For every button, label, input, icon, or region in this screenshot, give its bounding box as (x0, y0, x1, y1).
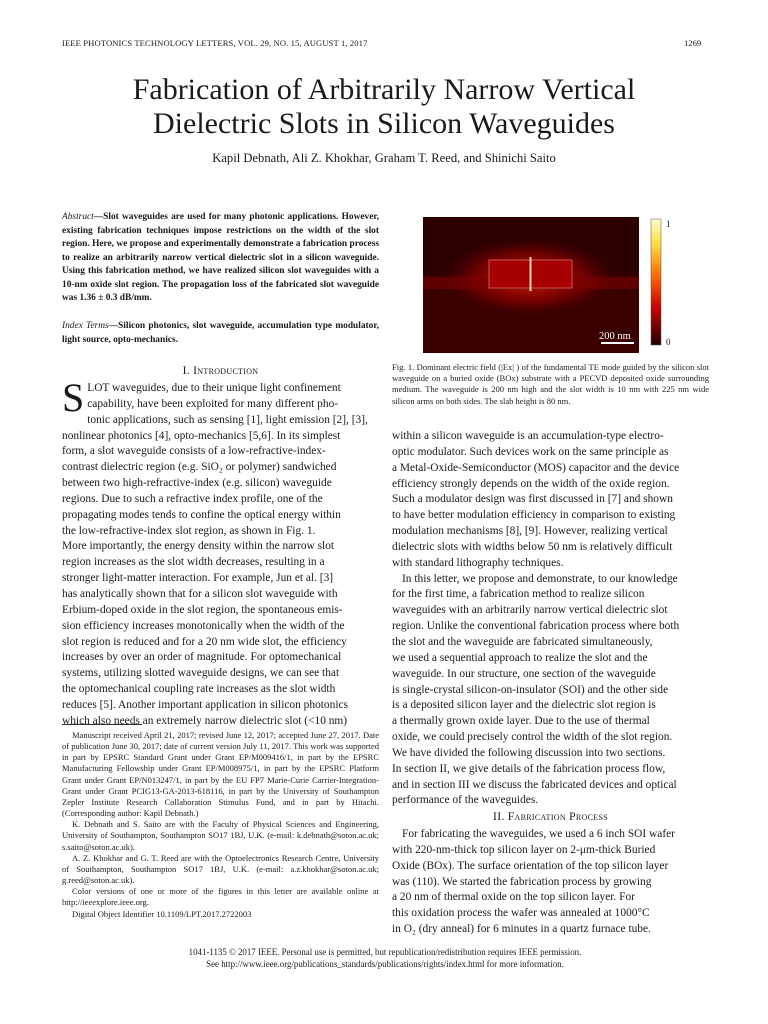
text-line: is a deposited silicon layer and the dielectric slot region is (392, 699, 656, 712)
text-line: the low-refractive-index slot region, as shown in Fig. 1. (62, 524, 316, 537)
intro-lines (62, 413, 379, 730)
index-terms (62, 320, 379, 347)
title-line: Fabrication of Arbitrarily Narrow Vertical (132, 73, 636, 106)
text-line: for the first time, a fabrication method to realize silicon (392, 588, 645, 601)
footnote-affiliation-1: K. Debnath and S. Saito are with the Faculty of Physical Sciences and Engineering, University of Southampton, Southampton SO17 1BJ, U.K. (e-mail: k.debnath@soton.ac.uk; s.saito@soton.ac.uk). (62, 819, 379, 852)
index-terms-text: Silicon photonics, slot waveguide, accumulation type modulator, light source, opto-mechanics. (62, 321, 379, 345)
footnote-affiliation-2: A. Z. Khokhar and G. T. Reed are with the Optoelectronics Research Centre, University of Southampton, Southampton SO17 1BJ, U.K. (e-mail: a.z.khokhar@soton.ac.uk; g.reed@soton.ac.uk). (62, 852, 379, 886)
text-line: has analytically shown that for a silicon slot waveguide with (62, 587, 338, 600)
abstract-text: Slot waveguides are used for many photonic applications. However, existing fabrication techniques impose restrictions on the width of the slot region. Here, we propose and experimentally demonstrate a fabrication process to realize an arbitrarily narrow vertical dielectric slot in a silicon waveguide. Using this fabrication method, we have realized silicon slot waveguides with a 10-nm oxide slot region. The propagation loss of the fabricated slot waveguide was 1.36 ± 0.3 dB/mm. (62, 212, 379, 304)
text-line: capability, have been exploited for many different pho- (87, 397, 339, 410)
index-terms-label: Index Terms (62, 321, 109, 331)
abstract-label: Abstract (62, 212, 94, 222)
colorbar-min-label: 0 (666, 337, 671, 347)
left-silicon-arm (489, 260, 530, 288)
copyright-footer (62, 946, 708, 970)
section-heading-introduction: I. Introduction (182, 364, 259, 377)
running-header: IEEE PHOTONICS TECHNOLOGY LETTERS, VOL. 29, NO. 15, AUGUST 1, 2017 (62, 38, 368, 48)
section-heading-fabrication: II. Fabrication Process (493, 810, 608, 823)
text-line: slot region is reduced and for a 20 nm wide slot, the efficiency (62, 635, 347, 648)
text-line: a 20 nm of thermal oxide on the top silicon layer. For (392, 891, 635, 904)
text-line: and in section III we discuss the fabricated devices and optical (392, 778, 677, 791)
text-line: between two high-refractive-index (e.g. silicon) waveguide (62, 477, 332, 490)
figure-caption: Fig. 1. Dominant electric field (|Ex| ) of the fundamental TE mode guided by the silicon slot waveguide on a buried oxide (BOx) substrate with a PECVD deposited oxide surrounding medium. The waveguide is 200 nm high and the slot width is 10 nm with 225 nm wide silicon arms on both sides. The slab height is 80 nm. (392, 362, 709, 406)
text-line: with 220-nm-thick top silicon layer on 2-μm-thick Buried (392, 843, 656, 856)
text-line: In this letter, we propose and demonstrate, to our knowledge (402, 572, 678, 585)
text-line: increases by over an order of magnitude. For optomechanical (62, 651, 342, 664)
text-line: dielectric slots with widths below 50 nm is relatively difficult (392, 540, 673, 553)
text-line: contrast dielectric region (e.g. SiO₂ or polymer) sandwiched (62, 461, 337, 474)
text-line: stronger light-matter interaction. For example, Jun et al. [3] (62, 572, 334, 585)
em-dash: — (93, 212, 104, 222)
text-line: this oxidation process the wafer was annealed at 1000°C (392, 907, 650, 920)
text-line: which also needs an extremely narrow dielectric slot (<10 nm) (62, 714, 348, 727)
text-line: nonlinear photonics [4], opto-mechanics [5,6]. In its simplest (62, 429, 341, 442)
text-line: with standard lithography techniques. (392, 556, 564, 569)
text-line: Oxide (BOx). The surface orientation of the top silicon layer (392, 859, 669, 872)
text-line: performance of the waveguides. (392, 794, 539, 807)
text-line: Erbium-doped oxide in the slot region, the spontaneous emis- (62, 603, 343, 616)
title-line: Dielectric Slots in Silicon Waveguides (153, 107, 615, 140)
slot-region (530, 257, 532, 291)
text-line: we used a sequential approach to realize the slot and the (392, 651, 648, 664)
text-line: In section II, we give details of the fabrication process flow, (392, 762, 666, 775)
text-line: oxide, we could precisely control the width of the slot region. (392, 731, 673, 744)
footnotes (62, 730, 379, 920)
footnote-doi: Digital Object Identifier 10.1109/LPT.2017.2722003 (72, 908, 252, 919)
text-line: a Metal-Oxide-Semiconductor (MOS) capacitor and the device (392, 461, 680, 474)
footnote-color: Color versions of one or more of the figures in this letter are available online at http://ieeexplore.ieee.org. (62, 886, 379, 908)
text-line: optic modulator. Such devices work on the same principle as (392, 445, 669, 458)
text-line: is single-crystal silicon-on-insulator (SOI) and the other side (392, 683, 669, 696)
paper-title (20, 73, 748, 141)
scale-bar-label: 200 nm (599, 331, 631, 342)
text-line: modulation mechanisms [8], [9]. However, realizing vertical (392, 525, 668, 538)
copyright-line: 1041-1135 © 2017 IEEE. Personal use is permitted, but republication/redistribution requires IEEE permission. (188, 947, 582, 957)
rights-url-line: See http://www.ieee.org/publications_standards/publications/rights/index.html for more information. (206, 959, 564, 969)
text-line: waveguides with an arbitrarily narrow vertical dielectric slot (392, 604, 668, 617)
text-line: form, a slot waveguide consists of a low-refractive-index- (62, 445, 326, 458)
figure-mode-profile (423, 217, 679, 353)
text-line: within a silicon waveguide is an accumulation-type electro- (392, 430, 664, 442)
page-number: 1269 (684, 38, 702, 48)
text-line: tonic applications, such as sensing [1], light emission [2], [3], (87, 413, 368, 426)
text-line: the optomechanical coupling rate increases as the slot width (62, 683, 336, 696)
text-line: propagating modes tends to confine the optical energy within (62, 508, 341, 521)
drop-cap: S (62, 375, 85, 420)
text-line: Such a modulator design was first discussed in [7] and shown (392, 493, 673, 506)
text-line: a thermally grown oxide layer. Due to the use of thermal (392, 715, 650, 728)
text-line: For fabricating the waveguides, we used a 6 inch SOI wafer (402, 828, 675, 840)
colorbar (651, 219, 661, 345)
text-line: reduces [5]. Another important application in silicon photonics (62, 698, 348, 711)
footnote-manuscript: Manuscript received April 21, 2017; revised June 12, 2017; accepted June 27, 2017. Date of publication June 30, 2017; date of current version July 11, 2017. This work was supported in part by EPSRC Standard Grant under Grant EP/M009416/1, in part by the EPSRC Manufacturing Fellowship under Grant EP/M008975/1, in part by the EPSRC Platform Grant under Grant EP/N013247/1, in part by the EU FP7 Marie-Curie Carrier-Integration-Grant under Grant PCIG13-GA-2013-618116, in part by the University of Southampton Zepler Institute Research Collaboration Stimulus Fund, and in part by Hitachi. (Corresponding author: Kapil Debnath.) (62, 730, 379, 819)
text-line: to have better modulation efficiency in comparison to existing (392, 509, 676, 522)
text-line: was (110). We started the fabrication process by growing (392, 875, 652, 888)
em-dash: — (108, 321, 119, 331)
text-line: in O₂ (dry anneal) for 6 minutes in a quartz furnace tube. (392, 923, 651, 936)
fabrication-body (392, 827, 709, 938)
text-line: We have divided the following discussion into two sections. (392, 746, 666, 759)
abstract (62, 211, 379, 306)
text-line: LOT waveguides, due to their unique light confinement (87, 382, 341, 394)
text-line: More importantly, the energy density within the narrow slot (62, 540, 335, 553)
right-column-body (392, 429, 709, 809)
text-line: the slot and the waveguide are fabricated simultaneously, (392, 635, 653, 648)
text-line: regions. Due to such a refractive index profile, one of the (62, 492, 323, 505)
intro-body (62, 375, 379, 730)
text-line: sion efficiency increases monotonically when the width of the (62, 619, 345, 632)
colorbar-max-label: 1 (666, 219, 671, 229)
right-silicon-arm (531, 260, 572, 288)
footnote-rule (62, 724, 142, 725)
text-line: efficiency strongly depends on the width of the oxide region. (392, 477, 670, 490)
text-line: region. Unlike the conventional fabrication process where both (392, 620, 680, 633)
author-list: Kapil Debnath, Ali Z. Khokhar, Graham T. Reed, and Shinichi Saito (212, 151, 556, 165)
text-line: waveguide. In our structure, one section of the waveguide (392, 667, 656, 680)
text-line: systems, utilizing slotted waveguide designs, we can see that (62, 667, 340, 680)
text-line: region increases as the slot width decreases, resulting in a (62, 556, 325, 569)
